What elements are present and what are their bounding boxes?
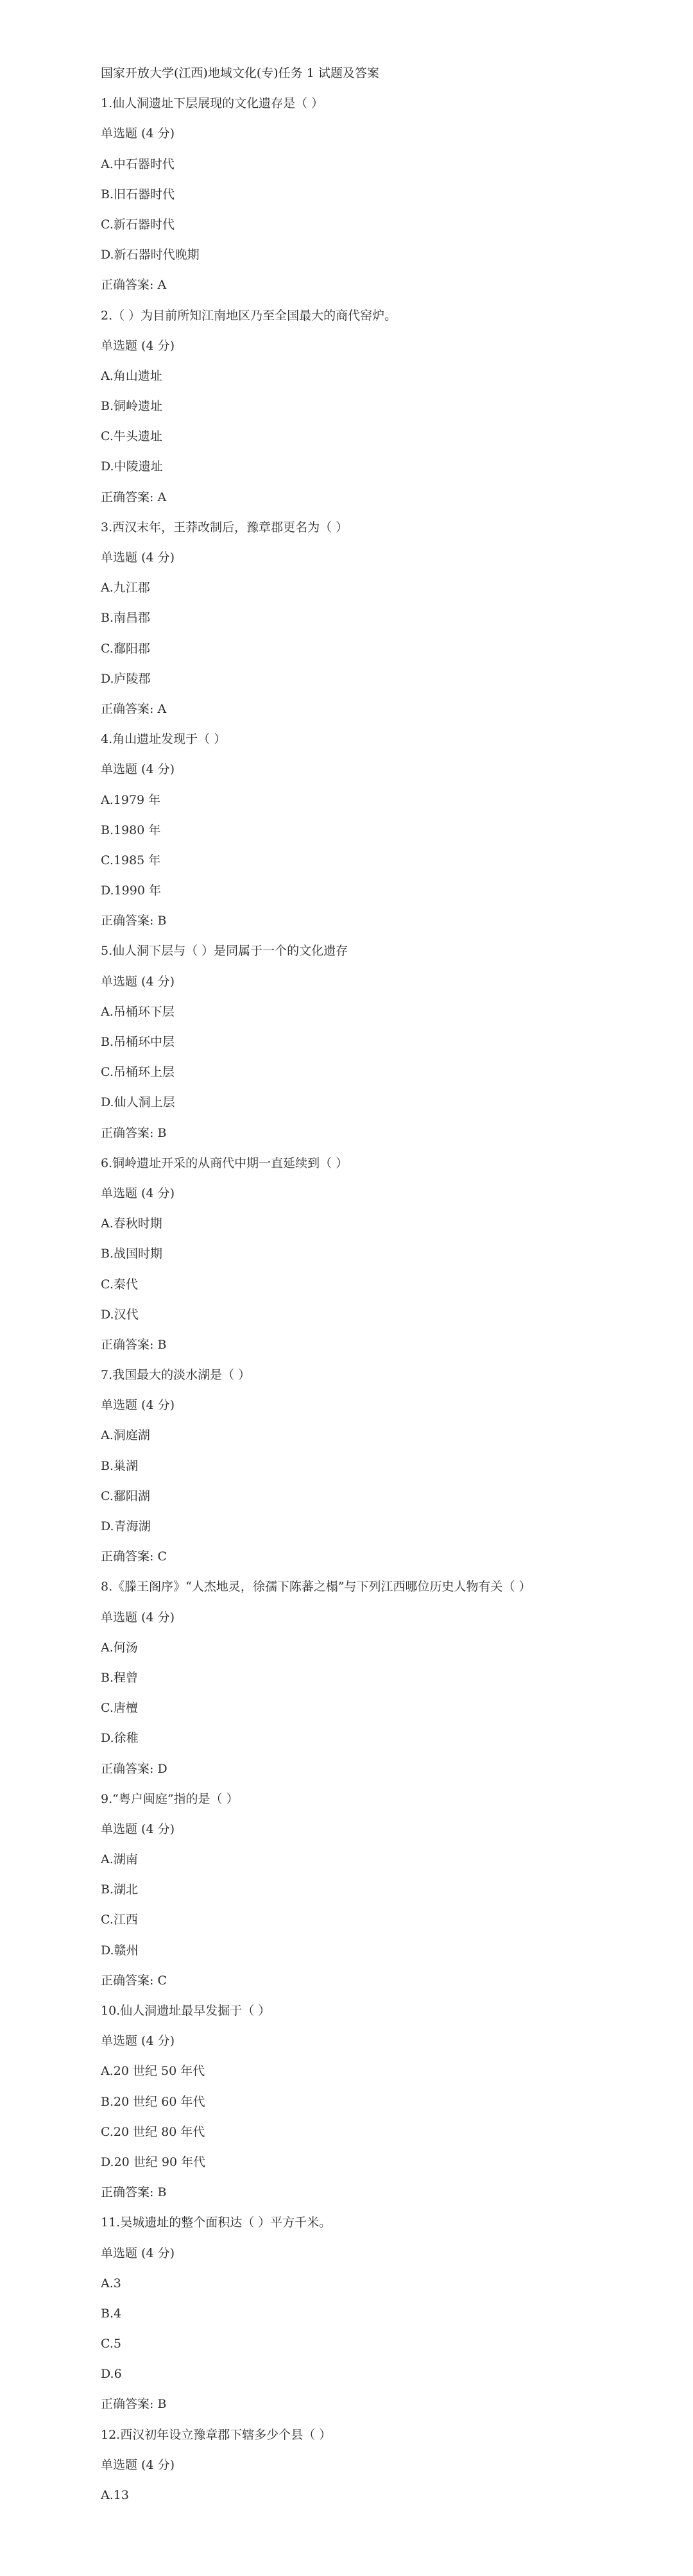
question-stem: 6.铜岭遗址开采的从商代中期一直延续到（ ）: [101, 1156, 348, 1170]
question-stem: 5.仙人洞下层与（ ）是同属于一个的文化遗存: [101, 944, 348, 959]
correct-answer: 正确答案: C: [101, 1549, 167, 1564]
question-type: 单选题 (4 分): [101, 338, 175, 353]
question-block: [101, 1579, 654, 1791]
question-stem: 10.仙人洞遗址最早发掘于（ ）: [101, 2004, 271, 2018]
question-type: 单选题 (4 分): [101, 1821, 175, 1836]
option-c: C.江西: [101, 1913, 138, 1927]
question-block: [101, 731, 654, 943]
correct-answer: 正确答案: B: [101, 1337, 167, 1352]
correct-answer: 正确答案: B: [101, 2397, 167, 2412]
question-type: 单选题 (4 分): [101, 1610, 175, 1625]
option-a: A.何汤: [101, 1640, 138, 1655]
question-stem: 3.西汉末年，王莽改制后，豫章郡更名为（ ）: [101, 520, 348, 534]
question-block: [101, 2427, 654, 2518]
correct-answer: 正确答案: B: [101, 1125, 167, 1140]
option-d: D.青海湖: [101, 1519, 151, 1533]
question-stem: 4.角山遗址发现于（ ）: [101, 732, 227, 747]
question-block: [101, 1791, 654, 2003]
option-a: A.吊桶环下层: [101, 1004, 175, 1019]
option-a: A.中石器时代: [101, 157, 175, 171]
option-a: A.湖南: [101, 1852, 138, 1867]
option-b: B.旧石器时代: [101, 187, 175, 201]
option-d: D.赣州: [101, 1943, 139, 1958]
option-c: C.新石器时代: [101, 217, 175, 232]
question-block: [101, 308, 654, 520]
option-b: B.4: [101, 2306, 122, 2321]
question-block: [101, 1156, 654, 1367]
option-d: D.仙人洞上层: [101, 1095, 175, 1110]
question-stem: 8.《滕王阁序》“人杰地灵，徐孺下陈蕃之榻”与下列江西哪位历史人物有关（ ）: [101, 1580, 531, 1594]
option-d: D.6: [101, 2367, 122, 2382]
option-c: C.鄱阳湖: [101, 1488, 150, 1503]
question-type: 单选题 (4 分): [101, 2457, 175, 2472]
option-a: A.20 世纪 50 年代: [101, 2064, 205, 2079]
question-list: [101, 96, 654, 2518]
question-stem: 2.（ ）为目前所知江南地区乃至全国最大的商代窑炉。: [101, 308, 397, 323]
option-b: B.南昌郡: [101, 611, 151, 626]
question-block: [101, 520, 654, 731]
option-c: C.5: [101, 2337, 121, 2351]
option-a: A.九江郡: [101, 581, 150, 595]
option-a: A.1979 年: [101, 792, 161, 807]
question-stem: 7.我国最大的淡水湖是（ ）: [101, 1368, 251, 1383]
question-type: 单选题 (4 分): [101, 2246, 175, 2260]
option-b: B.巢湖: [101, 1458, 139, 1473]
question-stem: 12.西汉初年设立豫章郡下辖多少个县（ ）: [101, 2427, 332, 2442]
option-a: A.角山遗址: [101, 368, 162, 383]
option-b: B.铜岭遗址: [101, 399, 163, 414]
option-a: A.13: [101, 2488, 129, 2502]
question-stem: 11.吴城遗址的整个面积达（ ）平方千米。: [101, 2215, 332, 2230]
option-d: D.1990 年: [101, 883, 161, 898]
option-d: D.徐稚: [101, 1731, 139, 1746]
option-a: A.3: [101, 2276, 121, 2290]
question-type: 单选题 (4 分): [101, 550, 175, 565]
question-block: [101, 2003, 654, 2215]
question-stem: 1.仙人洞遗址下层展现的文化遗存是（ ）: [101, 96, 324, 111]
option-c: C.牛头遗址: [101, 429, 162, 444]
question-type: 单选题 (4 分): [101, 974, 175, 989]
option-d: D.汉代: [101, 1307, 139, 1322]
option-c: C.20 世纪 80 年代: [101, 2124, 205, 2139]
correct-answer: 正确答案: B: [101, 914, 167, 928]
question-type: 单选题 (4 分): [101, 1398, 175, 1413]
option-c: C.鄱阳郡: [101, 641, 150, 656]
question-block: [101, 1367, 654, 1579]
question-block: [101, 96, 654, 307]
question-type: 单选题 (4 分): [101, 1186, 175, 1200]
correct-answer: 正确答案: A: [101, 490, 167, 504]
option-d: D.20 世纪 90 年代: [101, 2154, 206, 2169]
correct-answer: 正确答案: C: [101, 1973, 167, 1988]
question-stem: 9.“粤户闽庭”指的是（ ）: [101, 1791, 239, 1806]
correct-answer: 正确答案: A: [101, 278, 167, 293]
question-type: 单选题 (4 分): [101, 126, 175, 141]
correct-answer: 正确答案: B: [101, 2185, 167, 2200]
option-a: A.洞庭湖: [101, 1428, 150, 1443]
option-d: D.中陵遗址: [101, 459, 163, 474]
question-type: 单选题 (4 分): [101, 762, 175, 777]
question-type: 单选题 (4 分): [101, 2034, 175, 2049]
question-block: [101, 943, 654, 1155]
option-b: B.20 世纪 60 年代: [101, 2094, 205, 2109]
correct-answer: 正确答案: A: [101, 701, 167, 716]
question-block: [101, 2215, 654, 2427]
option-b: B.吊桶环中层: [101, 1035, 175, 1049]
option-c: C.唐檀: [101, 1701, 138, 1716]
option-b: B.1980 年: [101, 823, 161, 837]
document-title: 国家开放大学(江西)地域文化(专)任务 1 试题及答案: [101, 66, 379, 80]
option-d: D.庐陵郡: [101, 671, 151, 686]
option-c: C.吊桶环上层: [101, 1065, 175, 1080]
option-c: C.秦代: [101, 1277, 138, 1292]
option-b: B.程曾: [101, 1670, 139, 1685]
option-d: D.新石器时代晚期: [101, 248, 200, 262]
option-b: B.战国时期: [101, 1247, 163, 1261]
option-b: B.湖北: [101, 1882, 139, 1897]
correct-answer: 正确答案: D: [101, 1761, 167, 1776]
option-c: C.1985 年: [101, 853, 161, 867]
option-a: A.春秋时期: [101, 1216, 162, 1231]
